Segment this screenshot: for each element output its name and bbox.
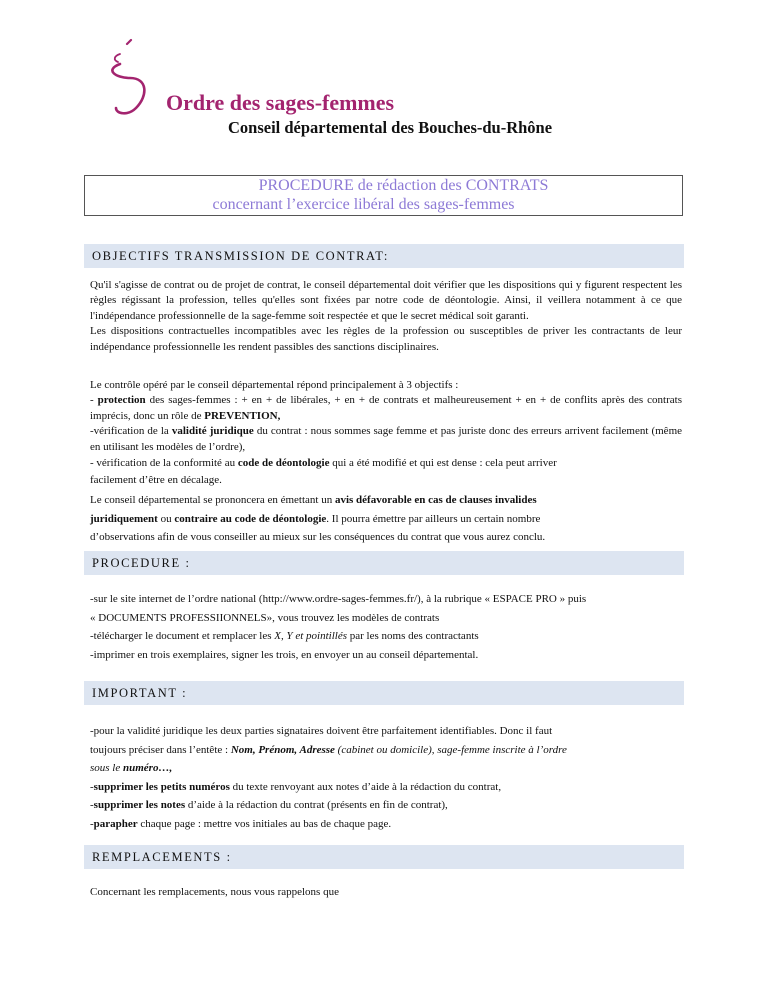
department-name: Conseil départemental des Bouches-du-Rhône — [228, 118, 553, 137]
objectif-item-protection: - protection des sages-femmes : + en + de libérales, + en + de contrats et malheureusement + en + de conflits après des contrats imprécis, donc un rôle de PREVENTION, — [90, 394, 682, 422]
document-title-line2: concernant l’exercice libéral des sages-femmes — [212, 196, 515, 213]
important-item-1b: toujours préciser dans l’entête : Nom, Prénom, Adresse (cabinet ou domicile), sage-femme inscrite à l’ordre — [90, 743, 567, 756]
important-item-1c: sous le numéro…, — [90, 762, 173, 774]
important-list — [90, 722, 682, 833]
important-item-3: -supprimer les notes d’aide à la rédaction du contrat (présents en fin de contrat), — [90, 799, 448, 811]
remplacements-text: Concernant les remplacements, nous vous rappelons que — [90, 886, 339, 898]
objectifs-paragraph-1 — [90, 278, 682, 355]
objectif-item-deontologie: - vérification de la conformité au code de déontologie qui a été modifié et qui est dense : cela peut arriver facilement d’être en décalage. — [90, 457, 557, 487]
document-title-line1: PROCEDURE de rédaction des CONTRATS — [258, 177, 549, 194]
procedure-step-1: -sur le site internet de l’ordre national (http://www.ordre-sages-femmes.fr/), à la rubrique « ESPACE PRO » puis — [90, 593, 587, 605]
procedure-step-2: -télécharger le document et remplacer les X, Y et pointillés par les noms des contractants — [90, 630, 479, 642]
objectifs-paragraph-2 — [90, 378, 682, 489]
document-title-box — [84, 175, 683, 216]
objectifs-text-2: Les dispositions contractuelles incompatibles avec les règles de la profession ou susceptibles de priver les contractants de leur indépendance professionnelle les rendent passibles des sanctions disciplinaires. — [90, 325, 682, 353]
organization-name: Ordre des sages-femmes — [166, 90, 395, 115]
important-item-2: -supprimer les petits numéros du texte renvoyant aux notes d’aide à la rédaction du contrat, — [90, 780, 502, 793]
procedure-step-3: -imprimer en trois exemplaires, signer les trois, en envoyer un au conseil départemental. — [90, 648, 479, 661]
objectif-item-validite: -vérification de la validité juridique du contrat : nous sommes sage femme et pas juriste donc des erreurs arrivent facilement (même en utilisant les modèles de l’ordre), — [90, 425, 683, 453]
important-item-1: -pour la validité juridique les deux parties signataires doivent être parfaitement identifiables. Donc il faut — [90, 725, 553, 737]
section-heading-important: IMPORTANT : — [84, 681, 684, 705]
important-item-4: -parapher chaque page : mettre vos initiales au bas de chaque page. — [90, 817, 392, 830]
objectifs-text-1: Qu'il s'agisse de contrat ou de projet de contrat, le conseil départemental doit vérifier que les dispositions qui y figurent respectent les règles régissant la profession, telles qu'elles sont fixées par notre code de déontologie. Ainsi, il veillera notamment à ce que l'indépendance professionnelle de la sage-femme soit respectée et que le secret médical soit garanti. — [90, 279, 682, 322]
section-heading-objectifs: OBJECTIFS TRANSMISSION DE CONTRAT: — [84, 244, 684, 268]
section-heading-procedure: PROCEDURE : — [84, 551, 684, 575]
ordre-sages-femmes-logo-icon — [100, 38, 170, 118]
procedure-step-1b: « DOCUMENTS PROFESSIIONNELS», vous trouvez les modèles de contrats — [90, 611, 440, 624]
objectifs-conclusion: Le conseil départemental se prononcera en émettant un avis défavorable en cas de clauses invalides juridiquement ou contraire au code de déontologie. Il pourra émettre par ailleurs un certain nombre d’observations afin de vous conseiller au mieux sur les conséquences du contrat que vous aurez conclu. — [90, 494, 546, 543]
objectifs-intro: Le contrôle opéré par le conseil départemental répond principalement à 3 objectifs : — [90, 379, 459, 391]
section-heading-remplacements: REMPLACEMENTS : — [84, 845, 684, 869]
procedure-steps — [90, 590, 682, 664]
